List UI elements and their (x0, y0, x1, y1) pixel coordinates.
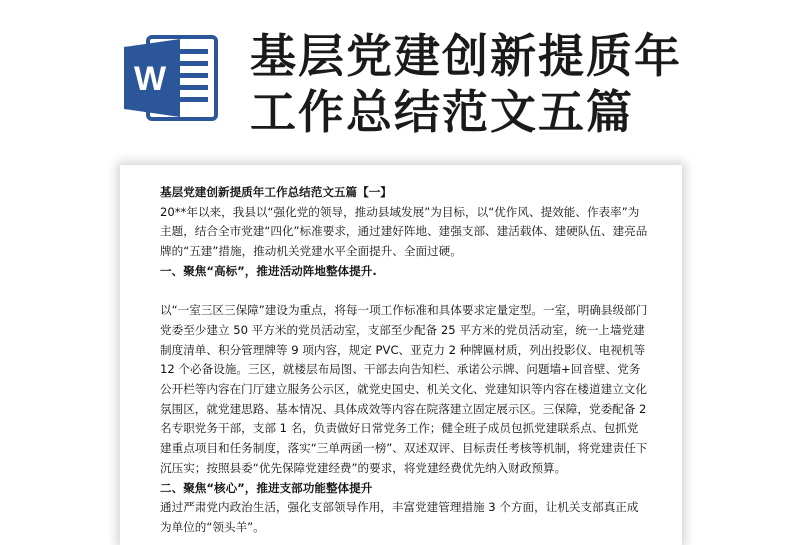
intro-paragraph: 20**年以来，我县以“强化党的领导，推动县域发展”为目标，以“优作风、提效能、作表率”为主题，结合全市党建“四化”标准要求，通过建好阵地、建强支部、建活载体、建硬队伍、建亮品牌的“五建”措施，推动机关党建水平全面提升、全面过硬。 (160, 204, 648, 259)
blank-line (160, 282, 650, 302)
page-title (250, 28, 790, 140)
title-line-1: 基层党建创新提质年 (250, 29, 682, 83)
word-icon-letter: W (134, 60, 167, 98)
title-line-2: 工作总结范文五篇 (250, 85, 634, 139)
section-1-title: 一、聚焦“高标”，推进活动阵地整体提升. (160, 263, 377, 278)
document-heading: 基层党建创新提质年工作总结范文五篇【一】 (160, 185, 392, 199)
section-2-title: 二、聚焦“核心”，推进支部功能整体提升 (160, 480, 373, 495)
section-1-body: 以“一室三区三保障”建设为重点，将每一项工作标准和具体要求定量定型。一室，明确县级部门党委至少建立 50 平方米的党员活动室，支部至少配备 25 平方米的党员活动室，统一上墙党建制度清单、积分管理牌等 9 项内容，规定 PVC、亚克力 2 种牌匾材质，列出投影仪、电视机等 12 个必备设施。三区，就楼层布局图、干部去向告知栏、承诺公示牌、问题墙+回音壁、党务公开栏等内容在门厅建立服务公示区，就党史国史、机关文化、党建知识等内容在楼道建立文化氛围区，就党建思路、基本情况、具体成效等内容在院落建立固定展示区。三保障，党委配备 2 名专职党务干部，支部 1 名，负责做好日常党务工作；健全班子成员包抓党建联系点、包抓党建重点项目和任务制度，落实“三单两函一榜”、双述双评、目标责任考核等机制，将党建责任下沉压实；按照县委“优先保障党建经费”的要求，将党建经费优先纳入财政预算。 (160, 303, 648, 475)
document-body (160, 183, 650, 538)
word-document-icon (122, 33, 220, 123)
section-2-body: 通过严肃党内政治生活，强化支部领导作用，丰富党建管理措施 3 个方面，让机关支部真正成为单位的“领头羊”。 (160, 500, 639, 534)
